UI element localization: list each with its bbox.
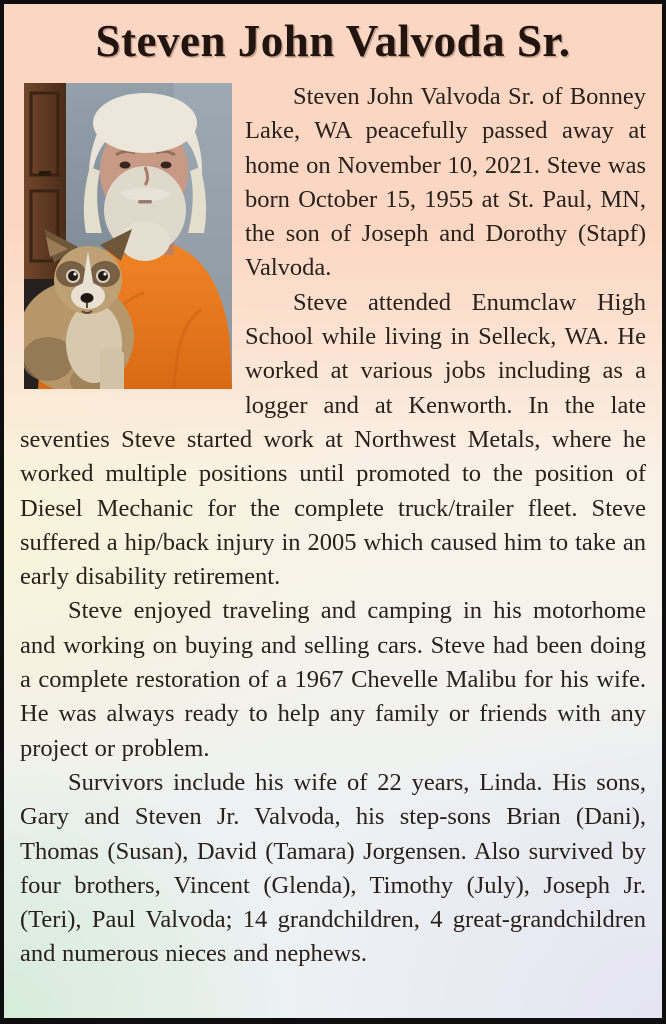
obituary-title: Steven John Valvoda Sr. <box>95 16 571 66</box>
obituary-paragraph: Steve enjoyed traveling and camping in his motorhome and working on buying and selling cars. Steve had been doing a complete restoration of a 1967 Chevelle Malibu for his wife. He was always ready to help any family or friends with any project or problem. <box>20 597 646 762</box>
portrait-photo <box>24 83 232 389</box>
obituary-body <box>4 80 662 972</box>
portrait-photo-graphic <box>24 83 232 389</box>
obituary-paragraph: Steve attended Enumclaw High School while living in Selleck, WA. He worked at various jobs including as a logger and at Kenworth. In the late seventies Steve started work at Northwest Metals, where he worked multiple positions until promoted to the position of Diesel Mechanic for the complete truck/trailer fleet. Steve suffered a hip/back injury in 2005 which caused him to take an early disability retirement. <box>20 288 646 591</box>
obituary-paragraph: Steven John Valvoda Sr. of Bonney Lake, WA peacefully passed away at home on November 10, 2021. Steve was born October 15, 1955 at St. Paul, MN, the son of Joseph and Dorothy (Stapf) Valvoda. <box>245 83 646 282</box>
obituary-paragraph: Survivors include his wife of 22 years, Linda. His sons, Gary and Steven Jr. Valvoda, his step-sons Brian (Dani), Thomas (Susan), David (Tamara) Jorgensen. Also survived by four brothers, Vincent (Glenda), Timothy (July), Joseph Jr. (Teri), Paul Valvoda; 14 grandchildren, 4 great-grandchildren and numerous nieces and nephews. <box>20 768 646 968</box>
